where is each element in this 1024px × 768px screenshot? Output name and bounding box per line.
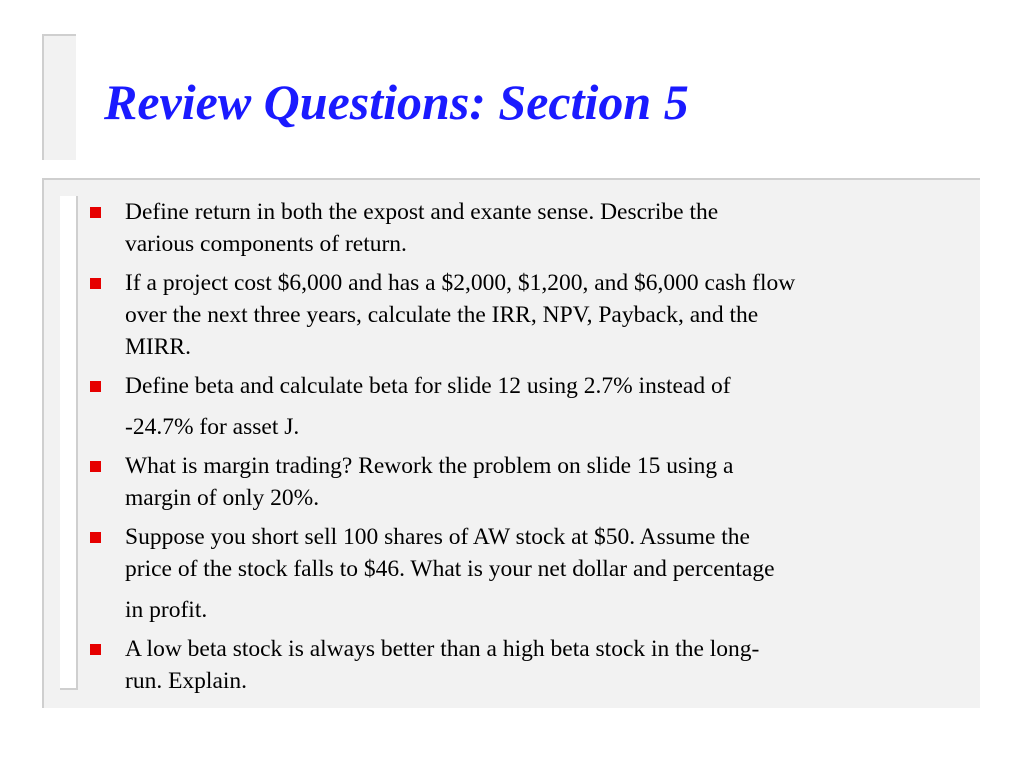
square-bullet-icon: [90, 207, 101, 218]
bullet-line: price of the stock falls to $46. What is your net dollar and percentage: [125, 556, 775, 582]
bullet-line: in profit.: [125, 597, 208, 623]
square-bullet-icon: [90, 532, 101, 543]
bullet-item: [88, 450, 948, 514]
slide-title: Review Questions: Section 5: [104, 74, 689, 130]
bullet-item: [88, 370, 948, 443]
body-decor-frame: [60, 196, 78, 690]
bullet-item: [88, 196, 948, 260]
bullet-line: A low beta stock is always better than a high beta stock in the long-: [125, 636, 760, 662]
square-bullet-icon: [90, 381, 101, 392]
square-bullet-icon: [90, 461, 101, 472]
bullet-line: Define beta and calculate beta for slide 12 using 2.7% instead of: [125, 373, 731, 399]
bullet-line: margin of only 20%.: [125, 485, 320, 511]
bullet-line: If a project cost $6,000 and has a $2,000, $1,200, and $6,000 cash flow: [125, 270, 796, 296]
bullet-line: Suppose you short sell 100 shares of AW stock at $50. Assume the: [125, 524, 750, 550]
bullet-item: [88, 267, 948, 363]
square-bullet-icon: [90, 644, 101, 655]
bullet-line: over the next three years, calculate the IRR, NPV, Payback, and the: [125, 302, 759, 328]
square-bullet-icon: [90, 278, 101, 289]
title-decor-frame: [42, 34, 76, 160]
bullet-line: What is margin trading? Rework the problem on slide 15 using a: [125, 453, 734, 479]
bullet-line: run. Explain.: [125, 668, 248, 694]
bullet-line: Define return in both the expost and exante sense. Describe the: [125, 199, 719, 225]
bullet-line: MIRR.: [125, 334, 191, 360]
bullet-item: [88, 633, 948, 697]
bullet-list: [88, 196, 948, 704]
bullet-item: [88, 521, 948, 626]
bullet-line: -24.7% for asset J.: [125, 414, 300, 440]
bullet-line: various components of return.: [125, 231, 407, 257]
